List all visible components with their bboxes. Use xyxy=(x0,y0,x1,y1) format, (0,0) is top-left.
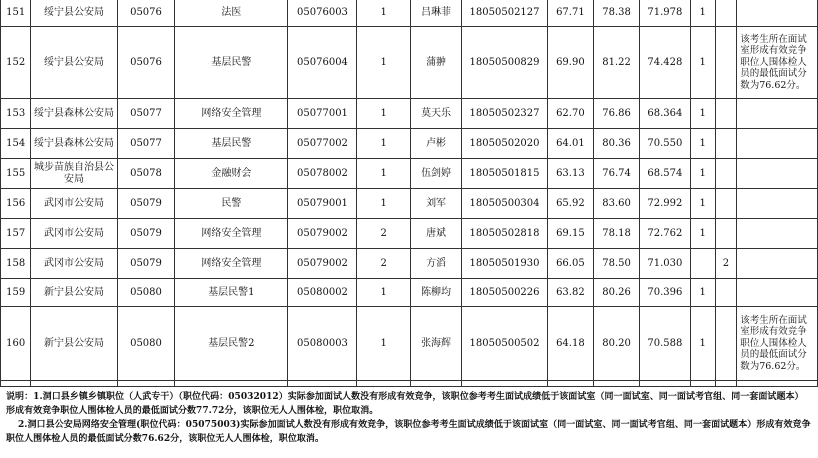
cell-position: 基层民警 xyxy=(175,129,288,159)
cell-note xyxy=(737,279,818,307)
cell-interview-score: 76.74 xyxy=(593,159,639,189)
cell-written-score: 69.15 xyxy=(547,219,593,249)
cell-unit: 新宁县公安局 xyxy=(31,279,117,307)
cell-name: 莫天乐 xyxy=(410,99,461,129)
cell-rank: 1 xyxy=(690,0,715,27)
cell-position: 基层民警 xyxy=(175,27,288,99)
cell-total-score: 72.992 xyxy=(640,189,691,219)
cell-name: 张海辉 xyxy=(410,307,461,381)
cell-unit-code: 05077 xyxy=(117,129,175,159)
cell-quota: 2 xyxy=(357,219,410,249)
cell-unit-code: 05080 xyxy=(117,307,175,381)
cell-total-score: 74.428 xyxy=(640,27,691,99)
cell-ticket: 18050501815 xyxy=(462,159,548,189)
cell-unit-code: 05078 xyxy=(117,159,175,189)
cell-note xyxy=(737,249,818,279)
cell-quota: 1 xyxy=(357,279,410,307)
cell-name: 蒲翀 xyxy=(410,27,461,99)
table-row xyxy=(1,99,818,129)
cell-quota: 1 xyxy=(357,0,410,27)
cell-interview-score: 80.26 xyxy=(593,279,639,307)
cell-note: 该考生所在面试室形成有效竞争职位人围体检人员的最低面试分数为76.62分。 xyxy=(737,27,818,99)
cell-empty xyxy=(715,307,737,381)
cell-no: 151 xyxy=(1,0,31,27)
table-row xyxy=(1,159,818,189)
cell-written-score: 69.90 xyxy=(547,27,593,99)
cell-unit: 武冈市公安局 xyxy=(31,219,117,249)
cell-unit-code: 05079 xyxy=(117,189,175,219)
cell-written-score: 63.13 xyxy=(547,159,593,189)
cell-interview-score: 81.22 xyxy=(593,27,639,99)
cell-no: 155 xyxy=(1,159,31,189)
cell-empty xyxy=(715,159,737,189)
cell-name: 唐斌 xyxy=(410,219,461,249)
cell-name: 伍剑婷 xyxy=(410,159,461,189)
cell-interview-score: 80.36 xyxy=(593,129,639,159)
table-row xyxy=(1,279,818,307)
cell-total-score: 68.364 xyxy=(640,99,691,129)
cell-total-score: 71.030 xyxy=(640,249,691,279)
cell-unit: 绥宁县公安局 xyxy=(31,27,117,99)
cell-written-score: 67.71 xyxy=(547,0,593,27)
cell-name: 卢彬 xyxy=(410,129,461,159)
cell-unit-code: 05080 xyxy=(117,279,175,307)
cell-quota: 2 xyxy=(357,249,410,279)
cell-total-score: 70.396 xyxy=(640,279,691,307)
cell-position: 网络安全管理 xyxy=(175,99,288,129)
cell-position-code: 05079002 xyxy=(288,249,357,279)
cell-rank: 1 xyxy=(690,99,715,129)
cell-position-code: 05076004 xyxy=(288,27,357,99)
cell-ticket: 18050501930 xyxy=(462,249,548,279)
table-row xyxy=(1,307,818,381)
cell-position-code: 05076003 xyxy=(288,0,357,27)
cell-no: 153 xyxy=(1,99,31,129)
cell-name: 陈柳均 xyxy=(410,279,461,307)
cell-empty xyxy=(715,279,737,307)
cell-ticket: 18050502020 xyxy=(462,129,548,159)
cell-quota: 1 xyxy=(357,189,410,219)
cell-empty xyxy=(690,249,715,279)
cell-empty xyxy=(715,99,737,129)
cell-total-score: 72.762 xyxy=(640,219,691,249)
cell-interview-score: 78.18 xyxy=(593,219,639,249)
cell-written-score: 66.05 xyxy=(547,249,593,279)
cell-unit: 城步苗族自治县公安局 xyxy=(31,159,117,189)
cell-position: 网络安全管理 xyxy=(175,249,288,279)
cell-rank: 1 xyxy=(690,219,715,249)
cell-position: 基层民警1 xyxy=(175,279,288,307)
cell-note xyxy=(737,189,818,219)
cell-position-code: 05077001 xyxy=(288,99,357,129)
cell-unit-code: 05076 xyxy=(117,0,175,27)
cell-no: 152 xyxy=(1,27,31,99)
cell-ticket: 18050502127 xyxy=(462,0,548,27)
cell-unit-code: 05076 xyxy=(117,27,175,99)
cell-position-code: 05077002 xyxy=(288,129,357,159)
cell-no: 160 xyxy=(1,307,31,381)
cell-written-score: 64.01 xyxy=(547,129,593,159)
footer-notes xyxy=(0,388,818,458)
cell-rank: 1 xyxy=(690,189,715,219)
cell-unit: 新宁县公安局 xyxy=(31,307,117,381)
cell-note xyxy=(737,0,818,27)
cell-written-score: 65.92 xyxy=(547,189,593,219)
cell-unit: 绥宁县公安局 xyxy=(31,0,117,27)
cell-unit: 武冈市公安局 xyxy=(31,189,117,219)
cell-note: 该考生所在面试室形成有效竞争职位人围体检人员的最低面试分数为76.62分。 xyxy=(737,307,818,381)
cell-quota: 1 xyxy=(357,129,410,159)
cell-total-score: 70.588 xyxy=(640,307,691,381)
cell-ticket: 18050500502 xyxy=(462,307,548,381)
footer-note-1: 说明：1.洞口县乡镇乡镇职位（人武专干）（职位代码：05032012）实际参加面试人数没有形成有效竞争，该职位参考考生面试成绩低于该面试室（同一面试室、同一面试考官组、同一套面试题本）形成有效竞争职位人围体检人员的最低面试分数77.72分，该职位无人人围体检，职位取消。 xyxy=(6,392,804,416)
cell-position-code: 05079002 xyxy=(288,219,357,249)
cell-unit: 绥宁县森林公安局 xyxy=(31,129,117,159)
cell-name: 方滔 xyxy=(410,249,461,279)
cell-written-score: 63.82 xyxy=(547,279,593,307)
table-row xyxy=(1,129,818,159)
cell-name: 吕琳菲 xyxy=(410,0,461,27)
cell-rank: 2 xyxy=(715,249,737,279)
cell-ticket: 18050500829 xyxy=(462,27,548,99)
cell-no: 157 xyxy=(1,219,31,249)
cell-no: 158 xyxy=(1,249,31,279)
cell-rank: 1 xyxy=(690,129,715,159)
cell-empty xyxy=(715,129,737,159)
table-row xyxy=(1,249,818,279)
cell-written-score: 62.70 xyxy=(547,99,593,129)
cell-interview-score: 80.20 xyxy=(593,307,639,381)
cell-position: 基层民警2 xyxy=(175,307,288,381)
cell-rank: 1 xyxy=(690,307,715,381)
cell-position: 金融财会 xyxy=(175,159,288,189)
cell-quota: 1 xyxy=(357,27,410,99)
cell-note xyxy=(737,129,818,159)
cell-note xyxy=(737,159,818,189)
cell-interview-score: 76.86 xyxy=(593,99,639,129)
cell-unit: 武冈市公安局 xyxy=(31,249,117,279)
cell-interview-score: 83.60 xyxy=(593,189,639,219)
cell-total-score: 71.978 xyxy=(640,0,691,27)
cell-unit-code: 05079 xyxy=(117,219,175,249)
cell-unit-code: 05079 xyxy=(117,249,175,279)
cell-unit-code: 05077 xyxy=(117,99,175,129)
cell-position-code: 05080003 xyxy=(288,307,357,381)
table-row xyxy=(1,189,818,219)
footer-note-2: 2.洞口县公安局网络安全管理(职位代码：05075003)实际参加面试人数没有形成有效竞争，该职位参考考生面试成绩低于该面试室（同一面试室、同一面试考官组、同一套面试题本）形成有效竞争职位人围体检人员的最低面试分数76.62分，该职位无人人围体检，职位取消。 xyxy=(6,420,811,444)
cell-interview-score: 78.38 xyxy=(593,0,639,27)
cell-empty xyxy=(715,189,737,219)
cell-position: 法医 xyxy=(175,0,288,27)
table-row xyxy=(1,381,818,387)
cell-no: 154 xyxy=(1,129,31,159)
cell-rank: 1 xyxy=(690,27,715,99)
cell-rank: 1 xyxy=(690,159,715,189)
cell-ticket: 18050500226 xyxy=(462,279,548,307)
cell-interview-score: 78.50 xyxy=(593,249,639,279)
cell-note xyxy=(737,99,818,129)
cell-no: 159 xyxy=(1,279,31,307)
cell-ticket: 18050500304 xyxy=(462,189,548,219)
cell-position-code: 05078002 xyxy=(288,159,357,189)
cell-empty xyxy=(715,219,737,249)
cell-position: 网络安全管理 xyxy=(175,219,288,249)
cell-no: 156 xyxy=(1,189,31,219)
cell-written-score: 64.18 xyxy=(547,307,593,381)
cell-position-code: 05080002 xyxy=(288,279,357,307)
cell-position: 民警 xyxy=(175,189,288,219)
cell-rank: 1 xyxy=(690,279,715,307)
cell-empty xyxy=(715,0,737,27)
table-row xyxy=(1,27,818,99)
cell-ticket: 18050502818 xyxy=(462,219,548,249)
cell-ticket: 18050502327 xyxy=(462,99,548,129)
cell-total-score: 70.550 xyxy=(640,129,691,159)
cell-name: 刘军 xyxy=(410,189,461,219)
cell-total-score: 68.574 xyxy=(640,159,691,189)
cell-unit: 绥宁县森林公安局 xyxy=(31,99,117,129)
cell-quota: 1 xyxy=(357,159,410,189)
table-row xyxy=(1,219,818,249)
cell-quota: 1 xyxy=(357,307,410,381)
cell-position-code: 05079001 xyxy=(288,189,357,219)
cell-empty xyxy=(715,27,737,99)
cell-note xyxy=(737,219,818,249)
cell-quota: 1 xyxy=(357,99,410,129)
table-row xyxy=(1,0,818,27)
